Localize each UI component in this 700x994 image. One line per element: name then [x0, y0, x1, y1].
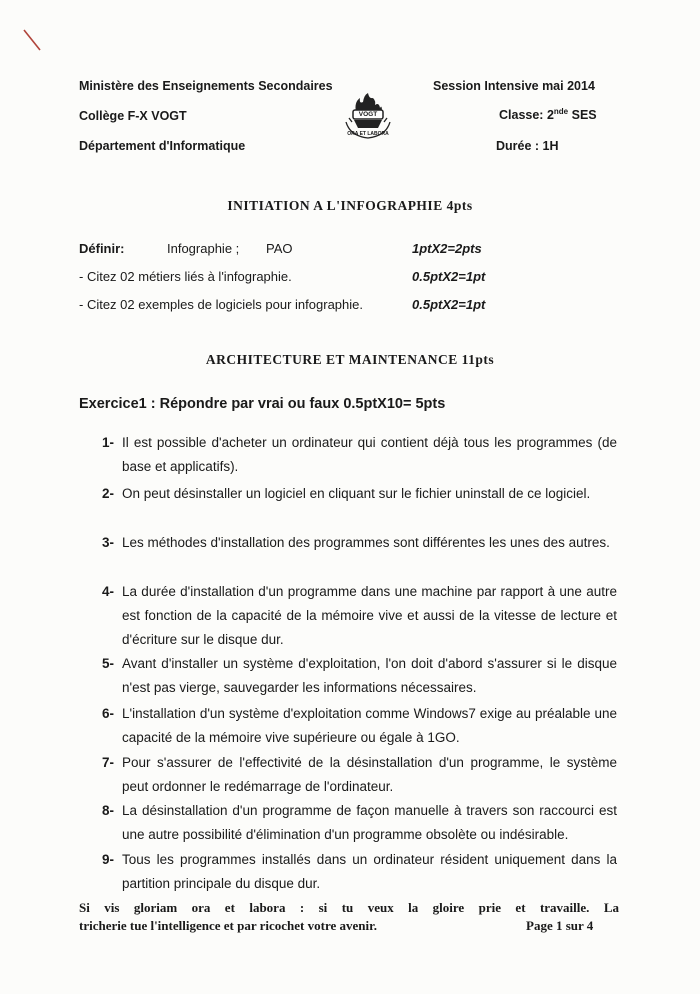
question-logiciels: - Citez 02 exemples de logiciels pour infographie. [79, 297, 363, 312]
session-label: Session Intensive mai 2014 [433, 79, 595, 93]
exercise1-title: Exercice1 : Répondre par vrai ou faux 0.5ptX10= 5pts [79, 396, 446, 412]
logo-motto: ORA ET LABORA [347, 131, 389, 137]
school-logo [340, 92, 396, 140]
question-metiers: - Citez 02 métiers liés à l'infographie. [79, 269, 292, 284]
question-item: 6- L'installation d'un système d'exploitation comme Windows7 exige au préalable une capacité de la mémoire vive supérieure ou égale à 1GO. [102, 706, 617, 745]
footer-motto-line2: tricherie tue l'intelligence et par ricochet votre avenir. [79, 918, 377, 933]
ministry-name: Ministère des Enseignements Secondaires [79, 79, 333, 93]
question-item: 8- La désinstallation d'un programme de façon manuelle à travers son raccourci est une autre possibilité d'élimination d'un programme obsolète ou indésirable. [102, 803, 617, 842]
pen-mark [22, 28, 44, 54]
section1-title: INITIATION A L'INFOGRAPHIE 4pts [227, 198, 473, 213]
question-item: 9- Tous les programmes installés dans un ordinateur résident uniquement dans la partition principale du disque dur. [102, 852, 617, 891]
question-item: 4- La durée d'installation d'un programme dans une machine par rapport à une autre est fonction de la capacité de la mémoire vive et aussi de la vitesse de lecture et d'écriture sur le disque dur. [102, 584, 617, 647]
logo-text-top: VOGT [358, 111, 378, 118]
marks-logiciels: 0.5ptX2=1pt [412, 297, 486, 312]
department-name: Département d'Informatique [79, 139, 246, 153]
question-item: 5- Avant d'installer un système d'exploitation, l'on doit d'abord s'assurer si le disque n'est pas vierge, sauvegarder les informations nécessaires. [102, 656, 617, 695]
duration-label: Durée : 1H [496, 139, 559, 153]
marks-metiers: 0.5ptX2=1pt [412, 269, 486, 284]
question-item: 2- On peut désinstaller un logiciel en cliquant sur le fichier uninstall de ce logiciel. [102, 486, 591, 501]
class-label: Classe: 2nde SES [499, 107, 597, 123]
footer-motto-line1: Si vis gloriam ora et labora : si tu veux la gloire prie et travaille. La [79, 900, 619, 915]
marks-define: 1ptX2=2pts [412, 241, 482, 256]
question-item: 7- Pour s'assurer de l'effectivité de la désinstallation d'un programme, le système peut ordonner le redémarrage de l'ordinateur. [102, 755, 617, 794]
question-item: 1- Il est possible d'acheter un ordinateur qui contient déjà tous les programmes (de base et applicatifs). [102, 435, 617, 474]
define-label: Définir: [79, 241, 125, 256]
question-item: 3- Les méthodes d'installation des programmes sont différentes les unes des autres. [102, 535, 610, 550]
define-term-pao: PAO [266, 241, 293, 256]
define-term-infographie: Infographie ; [167, 241, 240, 256]
page-number: Page 1 sur 4 [526, 918, 594, 933]
section2-title: ARCHITECTURE ET MAINTENANCE 11pts [205, 352, 495, 367]
college-name: Collège F-X VOGT [79, 109, 187, 123]
